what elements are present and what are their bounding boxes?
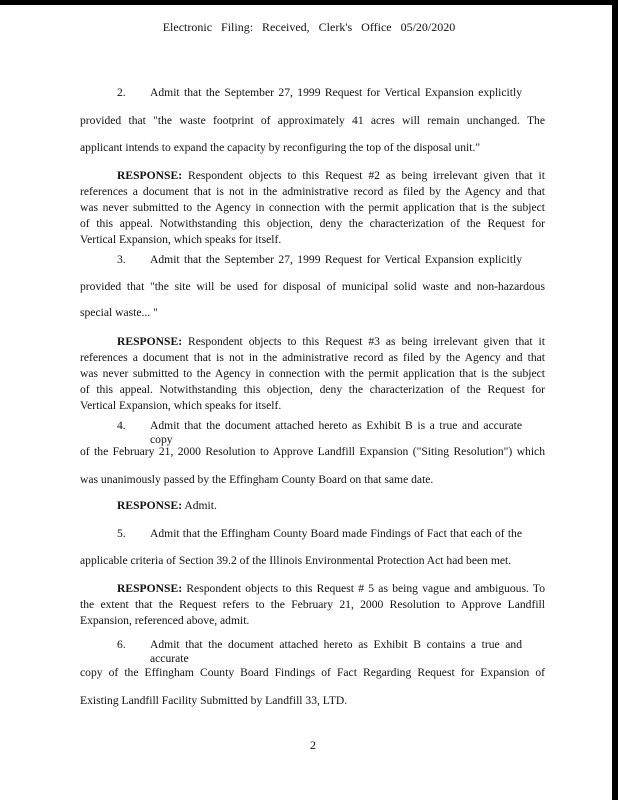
request-line: [80, 280, 545, 294]
response-label: RESPONSE:: [117, 169, 183, 182]
page-number: 2: [310, 738, 316, 752]
request-line: [80, 114, 545, 128]
line-text: references a document that is not in the administrative record as filed by the Agency and that: [80, 185, 545, 198]
response-label: RESPONSE:: [117, 335, 183, 348]
request-line: [80, 445, 545, 459]
request-line: [80, 666, 545, 680]
line-text: applicable criteria of Section 39.2 of the Illinois Environmental Protection Act had been met.: [80, 554, 512, 567]
request-number: 6.: [117, 638, 126, 651]
request-line: [150, 638, 522, 666]
response-line: [80, 201, 545, 215]
response-label: RESPONSE:: [117, 499, 183, 512]
response-line: [80, 367, 545, 381]
line-text: Admit that the document attached hereto as Exhibit B is a true and accurate copy: [150, 419, 522, 446]
request-line: [150, 86, 522, 100]
line-text: Admit.: [184, 499, 217, 512]
line-text: provided that "the site will be used for disposal of municipal solid waste and non-hazardous: [80, 280, 545, 293]
request-number: 3.: [117, 253, 126, 266]
line-text: was never submitted to the Agency in connection with the permit application that is the subject: [80, 201, 545, 214]
line-text: copy of the Effingham County Board Findings of Fact Regarding Request for Expansion of: [80, 666, 545, 679]
line-text: provided that "the waste footprint of approximately 41 acres will remain unchanged. The: [80, 114, 545, 127]
line-text: of this appeal. Notwithstanding this objection, deny the characterization of the Request for: [80, 383, 545, 396]
line-text: was never submitted to the Agency in connection with the permit application that is the subject: [80, 367, 545, 380]
response-line: [80, 217, 545, 231]
request-line: [150, 527, 522, 541]
request-line: [80, 694, 545, 708]
line-text: the extent that the Request refers to the February 21, 2000 Resolution to Approve Landfill: [80, 598, 545, 611]
response-line: [117, 335, 545, 349]
response-line: [117, 582, 545, 596]
line-text: Admit that the September 27, 1999 Request for Vertical Expansion explicitly: [150, 86, 522, 99]
scan-border-top: [0, 0, 618, 5]
response-line: [117, 499, 545, 513]
request-number: 4.: [117, 419, 126, 432]
request-line: [80, 306, 545, 320]
line-text: Vertical Expansion, which speaks for itself.: [80, 233, 282, 246]
request-line: [80, 141, 545, 155]
line-text: of this appeal. Notwithstanding this objection, deny the characterization of the Request for: [80, 217, 545, 230]
line-text: of the February 21, 2000 Resolution to Approve Landfill Expansion ("Siting Resolution") which: [80, 445, 545, 458]
response-line: [80, 233, 545, 247]
line-text: was unanimously passed by the Effingham County Board on that same date.: [80, 473, 434, 486]
response-line: [80, 351, 545, 365]
request-line: [80, 473, 545, 487]
scan-border-right: [612, 0, 618, 800]
line-text: Admit that the Effingham County Board made Findings of Fact that each of the: [150, 527, 522, 540]
request-line: [150, 419, 522, 447]
line-text: Vertical Expansion, which speaks for itself.: [80, 399, 282, 412]
response-line: [117, 169, 545, 183]
response-line: [80, 185, 545, 199]
response-line: [80, 614, 545, 628]
request-line: [80, 554, 545, 568]
response-line: [80, 383, 545, 397]
line-text: special waste... ": [80, 306, 158, 319]
request-number: 5.: [117, 527, 126, 540]
line-text: Admit that the document attached hereto as Exhibit B contains a true and accurate: [150, 638, 522, 665]
line-text: Respondent objects to this Request #2 as being irrelevant given that it: [188, 169, 545, 182]
response-line: [80, 399, 545, 413]
line-text: applicant intends to expand the capacity by reconfiguring the top of the disposal unit.": [80, 141, 481, 154]
request-number: 2.: [117, 86, 126, 99]
line-text: Existing Landfill Facility Submitted by Landfill 33, LTD.: [80, 694, 348, 707]
response-line: [80, 598, 545, 612]
line-text: Admit that the September 27, 1999 Request for Vertical Expansion explicitly: [150, 253, 522, 266]
request-line: [150, 253, 522, 267]
response-label: RESPONSE:: [117, 582, 183, 595]
line-text: references a document that is not in the administrative record as filed by the Agency and that: [80, 351, 545, 364]
filing-stamp-header: Electronic Filing: Received, Clerk's Office 05/20/2020: [162, 20, 456, 34]
line-text: Respondent objects to this Request #3 as being irrelevant given that it: [188, 335, 545, 348]
line-text: Expansion, referenced above, admit.: [80, 614, 250, 627]
line-text: Respondent objects to this Request # 5 as being vague and ambiguous. To: [186, 582, 545, 595]
